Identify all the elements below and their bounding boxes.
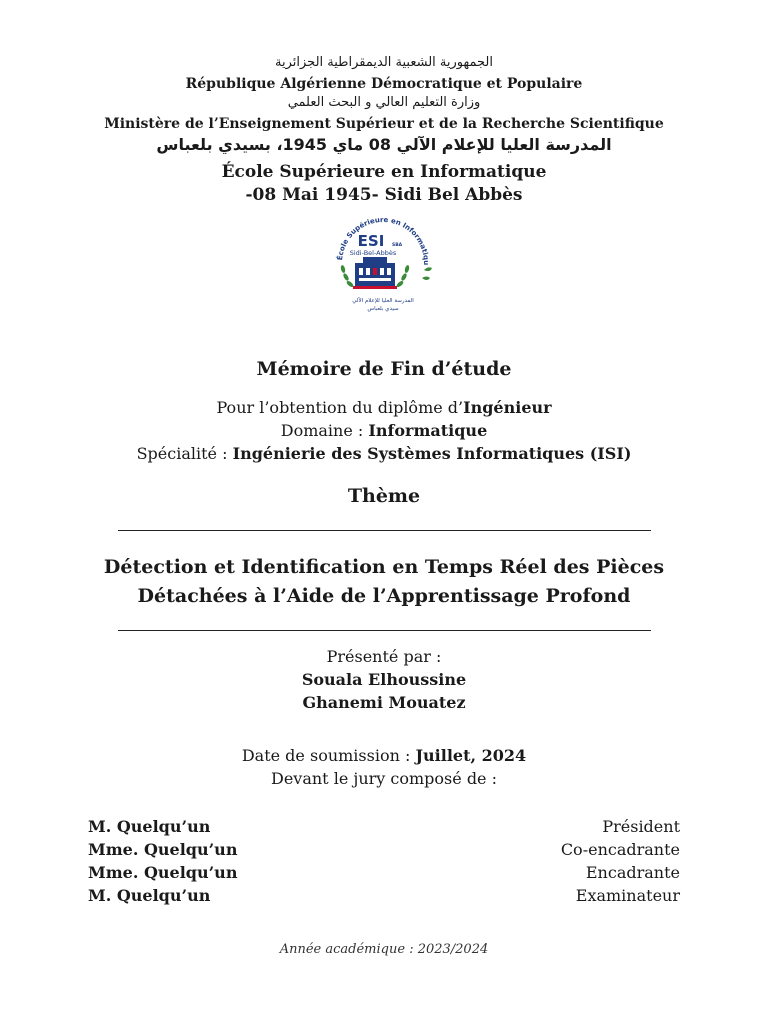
school-location: -08 Mai 1945- Sidi Bel Abbès — [245, 185, 523, 205]
school-logo — [328, 215, 438, 315]
jury-member-role: Président — [602, 817, 680, 836]
academic-year: Année académique : 2023/2024 — [279, 942, 489, 957]
title-top-rule — [118, 530, 651, 531]
submission-line — [0, 746, 768, 765]
jury-member-name: M. Quelqu’un — [88, 817, 211, 836]
specialty-value: Ingénierie des Systèmes Informatiques (ISI) — [232, 444, 632, 463]
jury-member-name: M. Quelqu’un — [88, 886, 211, 905]
arabic-ministry-header: وزارة التعليم العالي و البحث العلمي — [287, 95, 481, 110]
republic-header: République Algérienne Démocratique et Populaire — [185, 76, 583, 92]
jury-member-name: Mme. Quelqu’un — [88, 863, 238, 882]
arabic-republic-header: الجمهورية الشعبية الديمقراطية الجزائرية — [275, 55, 493, 70]
building-icon — [353, 257, 397, 289]
logo-side-text: SBA — [392, 243, 403, 248]
specialty-label: Spécialité : — [136, 444, 228, 463]
jury-member-role: Encadrante — [585, 863, 680, 882]
thesis-type: Mémoire de Fin d’étude — [256, 358, 512, 380]
logo-initials: ESI — [357, 232, 385, 250]
jury-member-role: Co-encadrante — [560, 840, 680, 859]
jury-member-name: Mme. Quelqu’un — [88, 840, 238, 859]
logo-arabic-line2: سيدي بلعباس — [367, 306, 399, 312]
jury-intro: Devant le jury composé de : — [271, 769, 497, 788]
jury-member-role: Examinateur — [575, 886, 680, 905]
obtention-line — [0, 398, 768, 417]
arabic-school-header: المدرسة العليا للإعلام الآلي 08 ماي 1945، بسيدي بلعباس — [156, 135, 612, 154]
domain-value: Informatique — [368, 421, 488, 440]
logo-city: Sidi-Bel-Abbès — [349, 249, 397, 257]
theme-label: Thème — [347, 485, 421, 507]
esi-logo-graphic — [328, 215, 438, 315]
thesis-title-line1: Détection et Identification en Temps Réel des Pièces — [103, 556, 665, 578]
submission-date: Juillet, 2024 — [415, 746, 527, 765]
thesis-title-line2: Détachées à l’Aide de l’Apprentissage Profond — [137, 585, 631, 607]
title-bottom-rule — [118, 630, 651, 631]
specialty-line — [0, 444, 768, 463]
ministry-header: Ministère de l’Enseignement Supérieur et de la Recherche Scientifique — [104, 116, 664, 132]
logo-arabic-line1: المدرسة العليا للإعلام الآلي — [352, 298, 414, 304]
degree: Ingénieur — [463, 398, 552, 417]
logo-ring-text: École Supérieure en Informatiqu — [336, 215, 431, 266]
author-2: Ghanemi Mouatez — [302, 693, 466, 712]
presented-label: Présenté par : — [326, 647, 442, 666]
author-1: Souala Elhoussine — [301, 670, 467, 689]
obtention-prefix: Pour l’obtention du diplôme d’ — [216, 398, 464, 417]
domain-label: Domaine : — [280, 421, 364, 440]
school-name: École Supérieure en Informatique — [221, 162, 547, 182]
submission-label: Date de soumission : — [241, 746, 411, 765]
domain-line — [0, 421, 768, 440]
